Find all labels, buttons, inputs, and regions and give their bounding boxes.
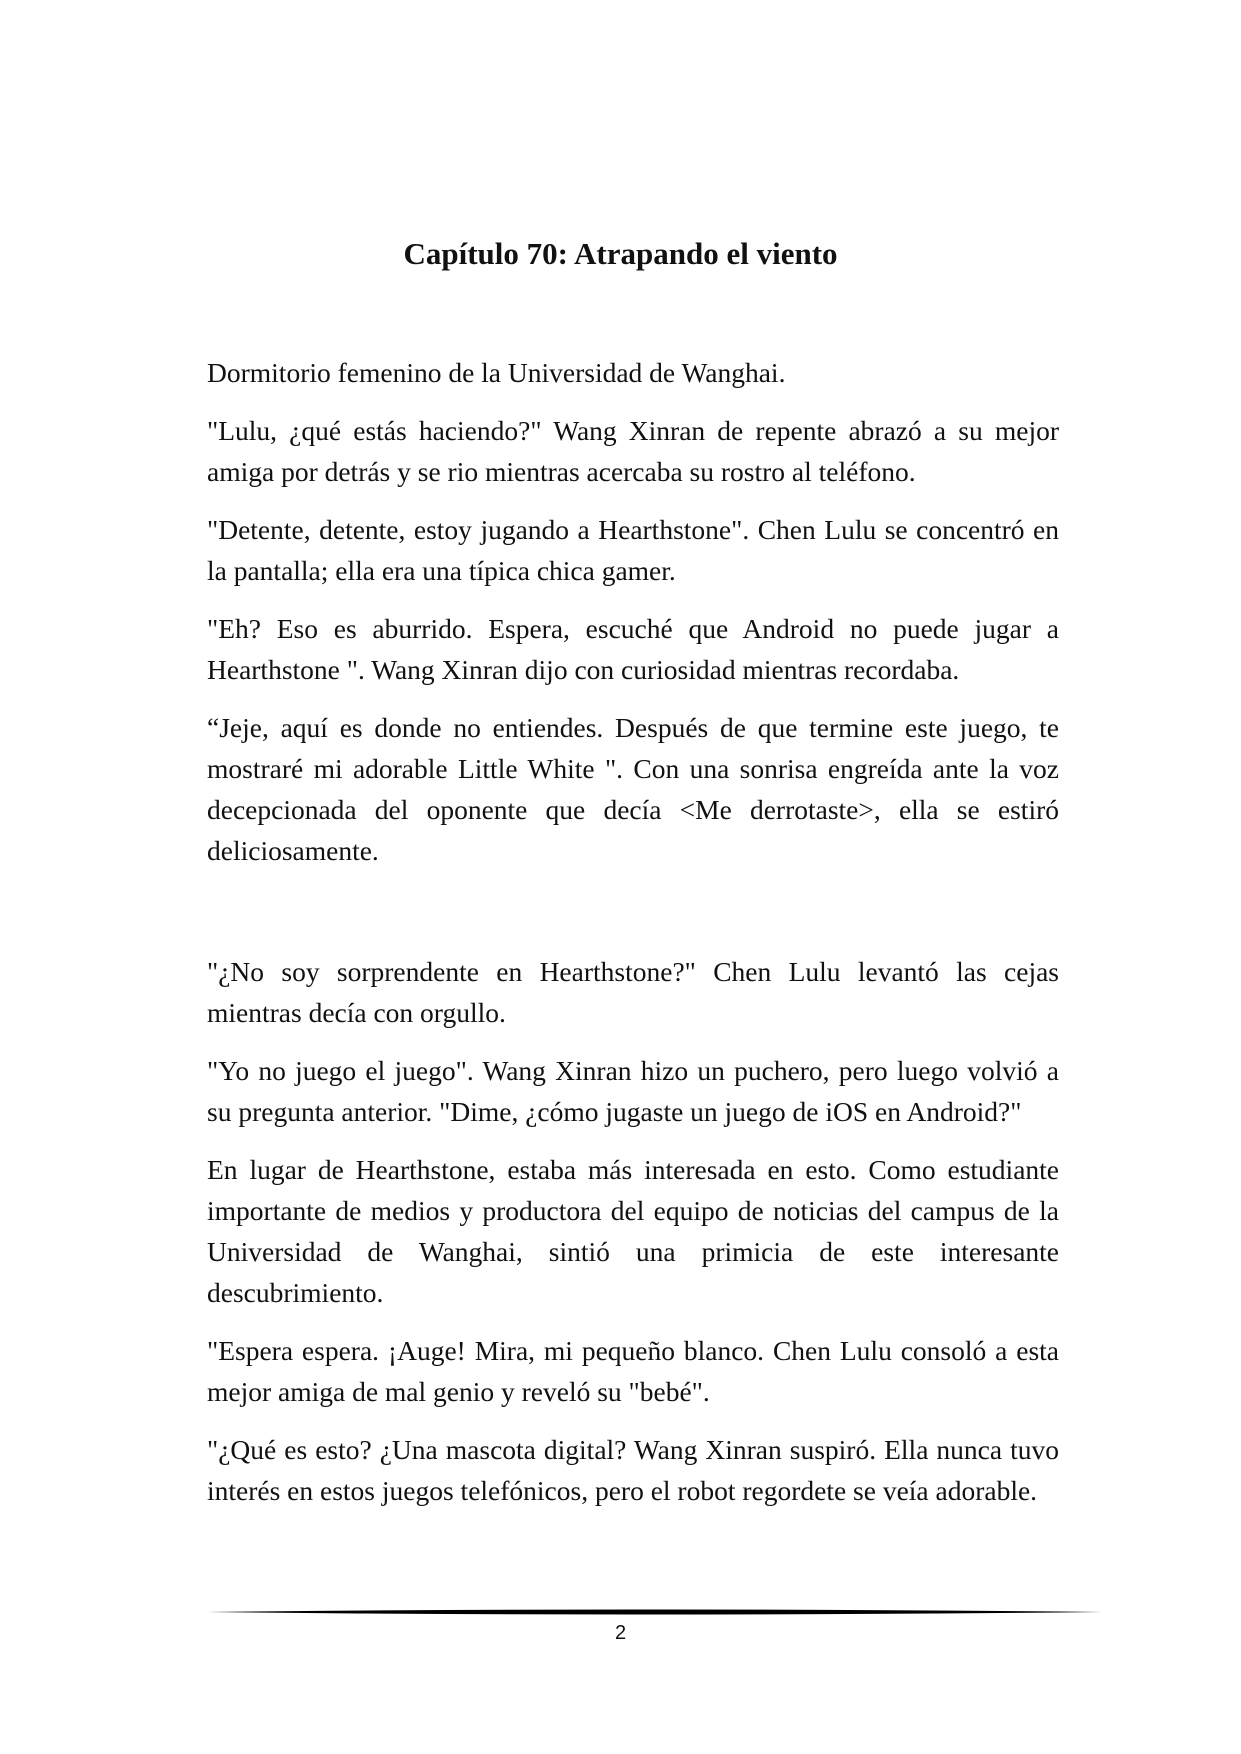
paragraph: Dormitorio femenino de la Universidad de Wanghai. (207, 357, 786, 388)
paragraph: "¿No soy sorprendente en Hearthstone?" Chen Lulu levantó las cejas mientras decía con orgullo. (207, 956, 1059, 1028)
paragraph: "Eh? Eso es aburrido. Espera, escuché que Android no puede jugar a Hearthstone ". Wang Xinran dijo con curiosidad mientras recordaba. (207, 613, 1059, 685)
paragraph: "Yo no juego el juego". Wang Xinran hizo un puchero, pero luego volvió a su pregunta anterior. "Dime, ¿cómo jugaste un juego de iOS en Android?" (207, 1055, 1059, 1127)
paragraph: "Detente, detente, estoy jugando a Hearthstone". Chen Lulu se concentró en la pantalla; ella era una típica chica gamer. (207, 514, 1059, 586)
paragraph: “Jeje, aquí es donde no entiendes. Después de que termine este juego, te mostraré mi adorable Little White ". Con una sonrisa engreída ante la voz decepcionada del oponente que decía <Me derrotaste>, ella se estiró deliciosamente. (207, 712, 1059, 866)
paragraph: "Espera espera. ¡Auge! Mira, mi pequeño blanco. Chen Lulu consoló a esta mejor amiga de mal genio y reveló su "bebé". (207, 1335, 1059, 1407)
paragraph: "¿Qué es esto? ¿Una mascota digital? Wang Xinran suspiró. Ella nunca tuvo interés en estos juegos telefónicos, pero el robot regordete se veía adorable. (207, 1434, 1059, 1506)
chapter-title: Capítulo 70: Atrapando el viento (403, 236, 838, 271)
footer-rule (207, 1607, 1102, 1617)
page-number: 2 (614, 1622, 627, 1644)
paragraph: En lugar de Hearthstone, estaba más interesada en esto. Como estudiante importante de medios y productora del equipo de noticias del campus de la Universidad de Wanghai, sintió una primicia de este interesante descubrimiento. (207, 1154, 1059, 1308)
chapter-body (207, 352, 1059, 1528)
paragraph: "Lulu, ¿qué estás haciendo?" Wang Xinran de repente abrazó a su mejor amiga por detrás y se rio mientras acercaba su rostro al teléfono. (207, 415, 1059, 487)
